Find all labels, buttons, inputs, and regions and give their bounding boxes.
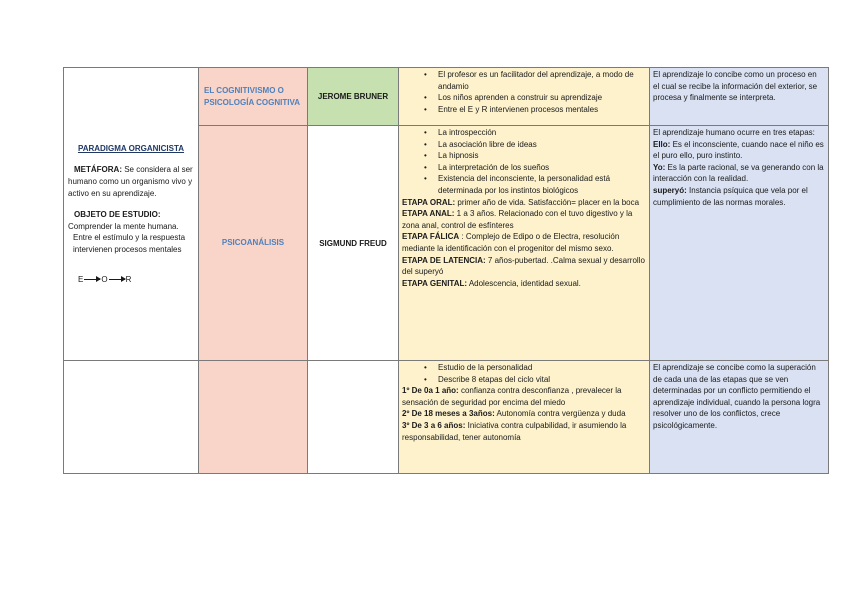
stage-item [402, 408, 646, 420]
learning-item-text: Instancia psíquica que vela por el cumplimiento de las normas morales. [653, 185, 808, 207]
object-text-2: Entre el estímulo y la respuesta intervienen procesos mentales [73, 233, 186, 254]
stage-text: confianza contra desconfianza , prevalecer la sensación de seguridad por encima del miedo [402, 386, 622, 407]
stage-label: ETAPA GENITAL: [402, 278, 468, 288]
stage-label: 2º De 18 meses a 3años: [402, 409, 495, 419]
stage-item [402, 385, 646, 408]
paradigm-table [63, 67, 829, 474]
list-item: • Describe 8 etapas del ciclo vital [424, 374, 646, 386]
learning-item-text: Es la parte racional, se va generando con la interacción con la realidad. [653, 162, 824, 184]
learning-item-label: Ello: [653, 139, 671, 149]
table-row-cognitivism [64, 68, 829, 126]
paradigm-cell [199, 126, 308, 361]
learning-text: El aprendizaje lo concibe como un proceso en el cual se recibe la información del exterior, se procesa y finalmente se interpreta. [653, 70, 818, 103]
stage-text: : Complejo de Edipo o de Electra, resolución mediante la identificación con el progenitor del mismo sexo. [402, 232, 620, 253]
metaphor-block [68, 164, 194, 199]
learning-cell [650, 126, 829, 361]
characteristics-list [402, 69, 646, 115]
learning-item [653, 162, 825, 185]
empty-author-cell [308, 361, 399, 474]
object-block [68, 209, 194, 255]
metaphor-label: METÁFORA: [74, 165, 122, 175]
list-item: • La introspección [424, 127, 646, 139]
stage-text: Iniciativa contra culpabilidad, ir asumiendo la responsabilidad, tener autonomía [402, 420, 627, 442]
eor-r: R [125, 274, 132, 284]
list-item: • La asociación libre de ideas [424, 139, 646, 151]
stage-label: ETAPA ORAL: [402, 197, 456, 207]
list-item: • Estudio de la personalidad [424, 362, 646, 374]
list-item: • El profesor es un facilitador del aprendizaje, a modo de andamio [424, 69, 646, 92]
stage-item [402, 255, 646, 278]
stage-label: 1º De 0a 1 año: [402, 386, 459, 396]
stage-text: 1 a 3 años. Relacionado con el tuvo digestivo y la zona anal, control de esfínteres [402, 209, 633, 230]
characteristics-cell [399, 126, 650, 361]
empty-paradigm-cell [199, 361, 308, 474]
characteristics-cell [399, 68, 650, 126]
learning-item-label: Yo: [653, 162, 666, 172]
stage-label: ETAPA DE LATENCIA: [402, 255, 486, 265]
stage-item [402, 231, 646, 254]
characteristics-list [402, 362, 646, 385]
paradigm-name: EL COGNITIVISMO O PSICOLOGÍA COGNITIVA [204, 85, 301, 107]
object-label: OBJETO DE ESTUDIO: [74, 210, 161, 220]
author-cell [308, 126, 399, 361]
stage-item [402, 197, 646, 209]
stage-text: primer año de vida. Satisfacción= placer en la boca [455, 197, 640, 207]
learning-item-text: Es el inconsciente, cuando nace el niño es el puro ello, puro instinto. [653, 139, 824, 161]
stage-item [402, 278, 646, 290]
author-name: JEROME BRUNER [317, 92, 389, 101]
eor-o: O [101, 274, 108, 284]
organicist-paradigm-cell [64, 68, 199, 361]
paradigm-cell [199, 68, 308, 126]
characteristics-cell [399, 361, 650, 474]
e-o-r-diagram [68, 274, 194, 286]
arrow-right-icon [84, 279, 100, 280]
list-item: • Los niños aprenden a construir su aprendizaje [424, 92, 646, 104]
stage-text: 7 años-pubertad. .Calma sexual y desarrollo del superyó [402, 255, 645, 277]
list-item: • La hipnosis [424, 150, 646, 162]
list-item: • Existencia del inconsciente, la personalidad está determinada por los instintos biológicos [424, 173, 646, 196]
stage-label: ETAPA FÁLICA [402, 232, 460, 242]
table-row-erikson [64, 361, 829, 474]
eor-e: E [78, 274, 84, 284]
stage-label: 3º De 3 a 6 años: [402, 420, 466, 430]
learning-cell [650, 361, 829, 474]
learning-intro: El aprendizaje humano ocurre en tres etapas: [653, 128, 815, 137]
stage-text: Adolescencia, identidad sexual. [467, 278, 581, 288]
learning-cell [650, 68, 829, 126]
object-text: Comprender la mente humana. [68, 221, 179, 231]
characteristics-list [402, 127, 646, 197]
list-item: • La interpretación de los sueños [424, 162, 646, 174]
author-name: SIGMUND FREUD [319, 238, 387, 248]
list-item: • Entre el E y R intervienen procesos mentales [424, 104, 646, 116]
paradigm-title: PARADIGMA ORGANICISTA [77, 143, 185, 153]
arrow-right-icon [109, 279, 125, 280]
learning-item [653, 139, 825, 162]
stage-item [402, 208, 646, 231]
paradigm-name: PSICOANÁLISIS [221, 238, 285, 248]
stage-text: Autonomía contra vergüenza y duda [494, 409, 626, 419]
author-cell [308, 68, 399, 126]
stage-item [402, 420, 646, 443]
empty-cell [64, 361, 199, 474]
stage-label: ETAPA ANAL: [402, 209, 455, 219]
learning-item-label: superyó: [653, 185, 687, 195]
learning-item [653, 185, 825, 208]
metaphor-text: Se considera al ser humano como un organismo vivo y activo en su aprendizaje. [68, 165, 193, 198]
comparison-table-viewport [63, 67, 824, 475]
learning-text: El aprendizaje se concibe como la superación de cada una de las etapas que se ven determinadas por un conflicto permitiendo el aprendizaje individual, cuando la persona logra resolver uno de los conflictos, crece psicológicamente. [653, 363, 821, 430]
